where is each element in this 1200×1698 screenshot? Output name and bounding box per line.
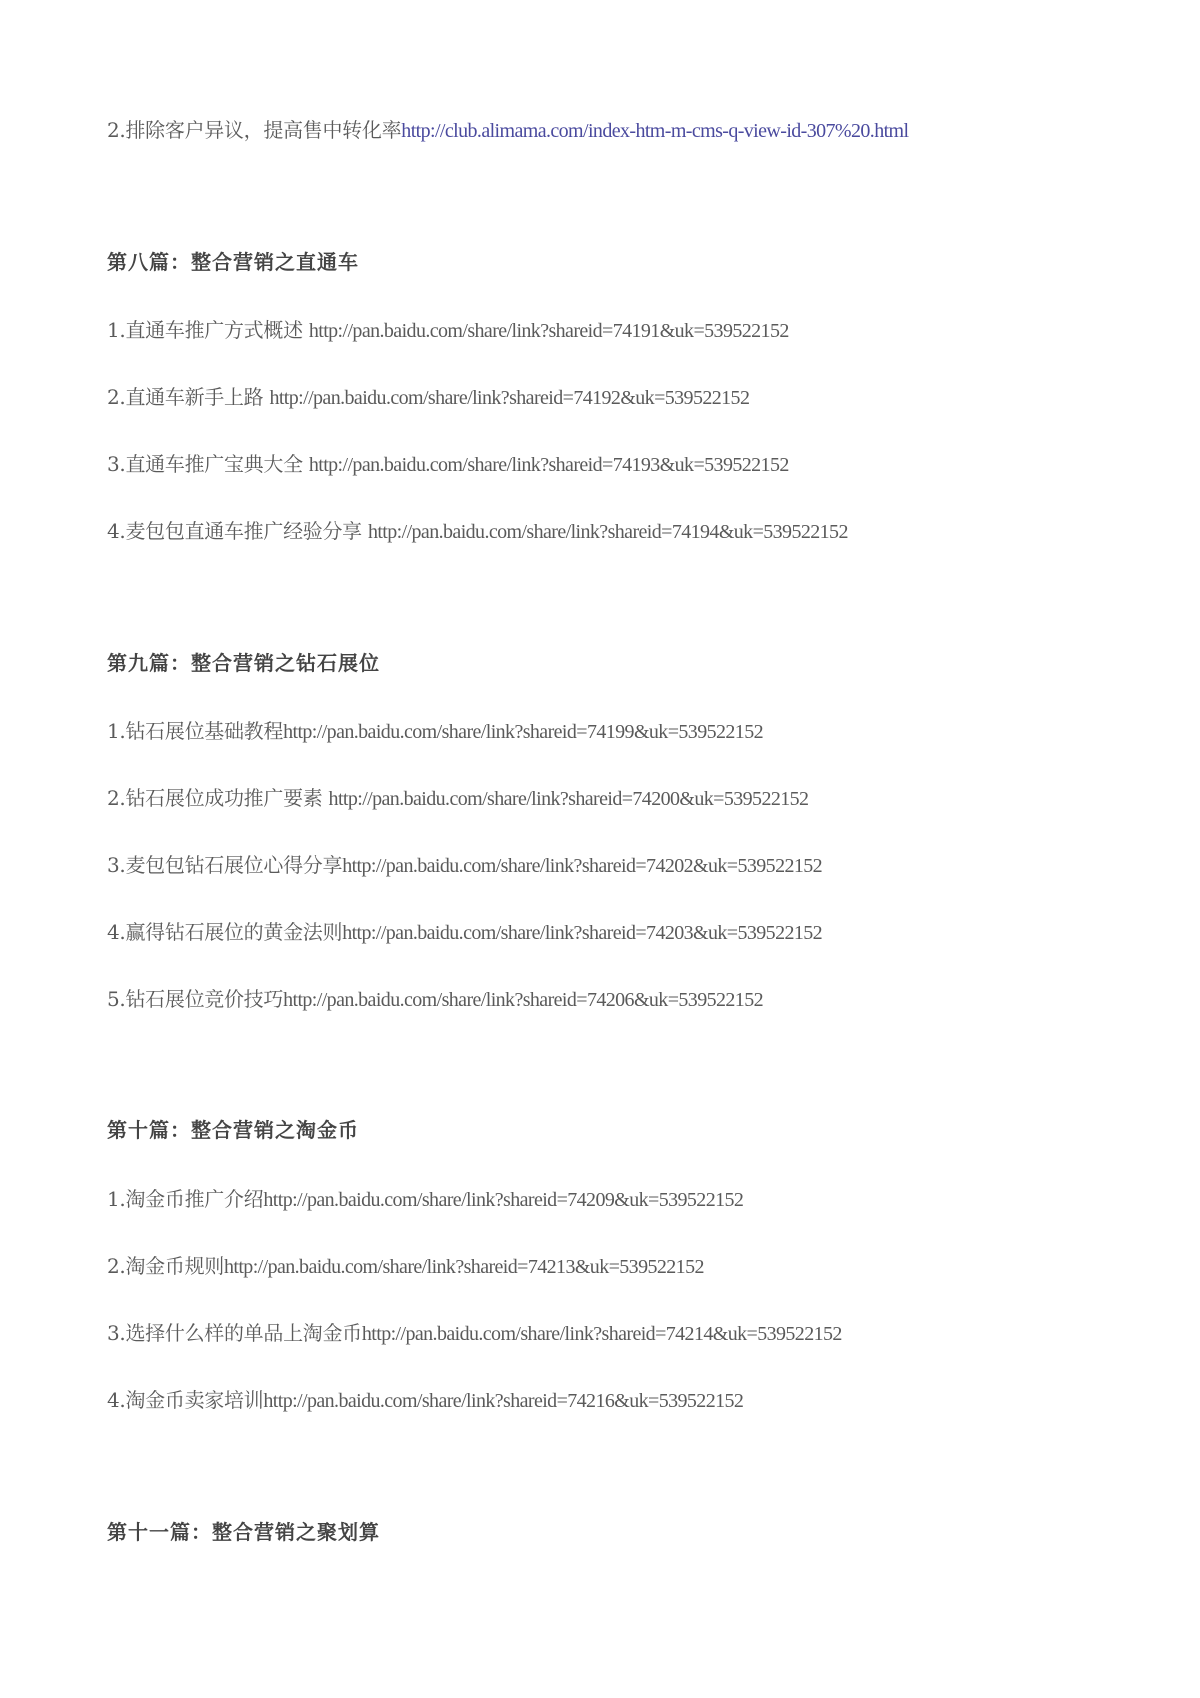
item-label: 3.麦包包钻石展位心得分享	[107, 853, 343, 877]
section-heading-11: 第十一篇：整合营销之聚划算	[107, 1520, 380, 1544]
item-link[interactable]: http://pan.baidu.com/share/link?shareid=74200&uk=539522152	[328, 788, 809, 810]
list-item	[107, 718, 763, 745]
item-label: 2.淘金币规则	[107, 1254, 224, 1278]
item-link[interactable]: http://pan.baidu.com/share/link?shareid=74214&uk=539522152	[361, 1323, 842, 1345]
item-label: 2.钻石展位成功推广要素	[107, 786, 329, 810]
item-link[interactable]: http://pan.baidu.com/share/link?shareid=74213&uk=539522152	[223, 1256, 704, 1278]
item-link[interactable]: http://pan.baidu.com/share/link?shareid=74206&uk=539522152	[283, 989, 763, 1011]
item-label: 1.钻石展位基础教程	[107, 719, 284, 743]
section-heading-9: 第九篇：整合营销之钻石展位	[107, 651, 380, 675]
item-label: 3.选择什么样的单品上淘金币	[107, 1321, 362, 1345]
list-item	[107, 451, 789, 478]
list-item	[107, 317, 789, 344]
section-heading-8: 第八篇：整合营销之直通车	[107, 250, 359, 274]
item-label: 5.钻石展位竞价技巧	[107, 987, 284, 1011]
list-item	[107, 1320, 842, 1347]
list-item	[107, 785, 808, 812]
item-label: 4.麦包包直通车推广经验分享	[107, 519, 368, 543]
intro-list-item	[107, 117, 908, 144]
section-heading-10: 第十篇：整合营销之淘金币	[107, 1118, 359, 1142]
item-label: 2.直通车新手上路	[107, 385, 270, 409]
item-link[interactable]: http://pan.baidu.com/share/link?shareid=74192&uk=539522152	[269, 387, 750, 409]
item-link[interactable]: http://pan.baidu.com/share/link?shareid=74203&uk=539522152	[342, 922, 823, 944]
item-label: 4.赢得钻石展位的黄金法则	[107, 920, 343, 944]
list-item	[107, 919, 822, 946]
list-item	[107, 852, 822, 879]
item-link[interactable]: http://pan.baidu.com/share/link?shareid=74209&uk=539522152	[263, 1189, 744, 1211]
item-label: 1.淘金币推广介绍	[107, 1187, 264, 1211]
list-item	[107, 1387, 743, 1414]
item-link[interactable]: http://pan.baidu.com/share/link?shareid=74216&uk=539522152	[263, 1390, 744, 1412]
item-label: 1.直通车推广方式概述	[107, 318, 309, 342]
list-item	[107, 986, 763, 1013]
item-link[interactable]: http://pan.baidu.com/share/link?shareid=74191&uk=539522152	[308, 320, 789, 342]
list-item	[107, 518, 848, 545]
item-label: 4.淘金币卖家培训	[107, 1388, 264, 1412]
item-link[interactable]: http://pan.baidu.com/share/link?shareid=74199&uk=539522152	[283, 721, 763, 743]
item-label: 2.排除客户异议，提高售中转化率	[107, 118, 402, 142]
item-link[interactable]: http://pan.baidu.com/share/link?shareid=74202&uk=539522152	[342, 855, 823, 877]
item-link[interactable]: http://pan.baidu.com/share/link?shareid=74194&uk=539522152	[367, 521, 848, 543]
list-item	[107, 1186, 743, 1213]
item-link[interactable]: http://pan.baidu.com/share/link?shareid=74193&uk=539522152	[308, 454, 789, 476]
item-label: 3.直通车推广宝典大全	[107, 452, 309, 476]
list-item	[107, 1253, 704, 1280]
list-item	[107, 384, 749, 411]
item-link[interactable]: http://club.alimama.com/index-htm-m-cms-q-view-id-307%20.html	[401, 120, 909, 142]
